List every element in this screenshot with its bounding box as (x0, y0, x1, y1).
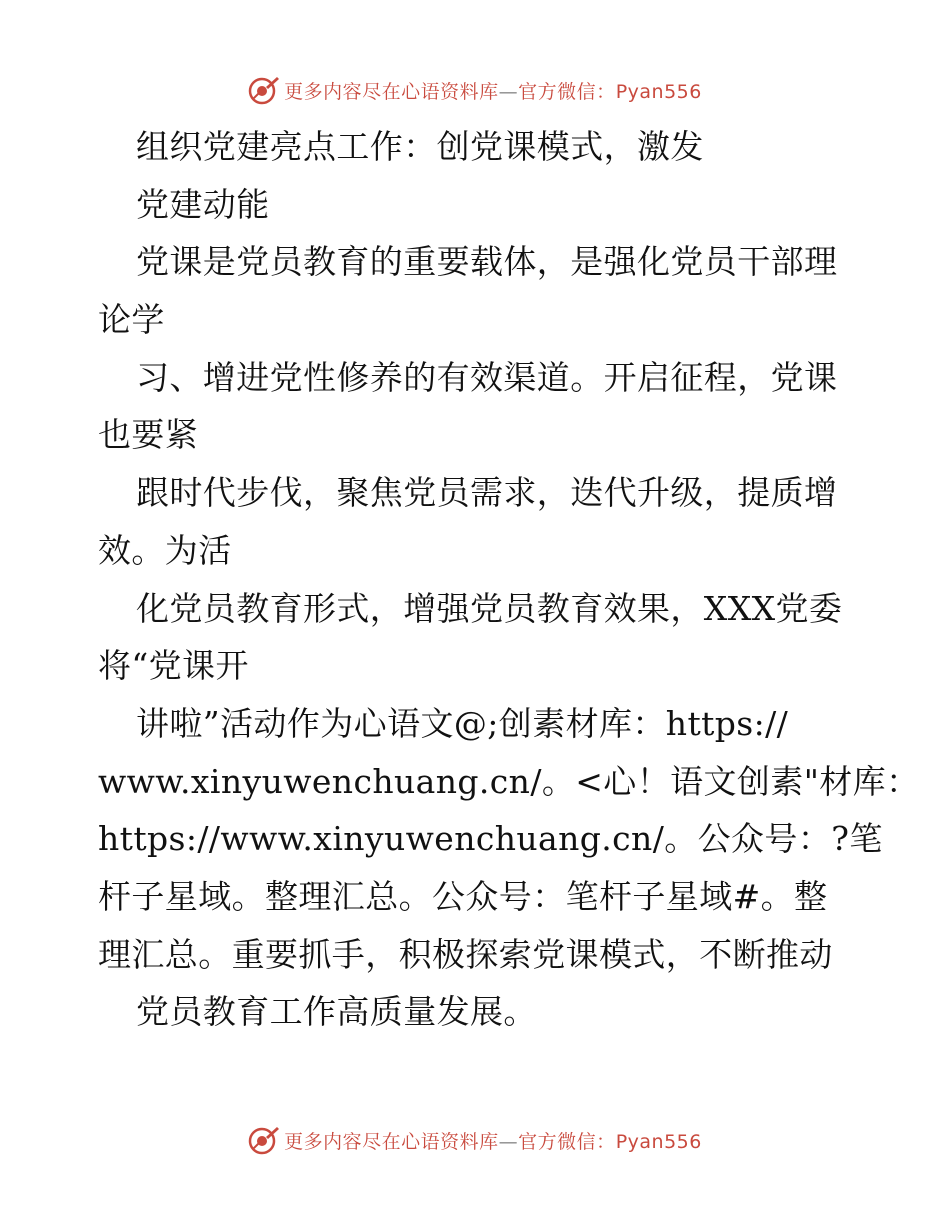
body-line: 党员教育工作高质量发展。 (136, 992, 537, 1032)
body-line: 跟时代步伐，聚焦党员需求，迭代升级，提质增 (136, 473, 838, 513)
pen-logo-icon (248, 74, 280, 106)
body-line: 论学 (98, 300, 165, 340)
body-line: 杆子星域。整理汇总。公众号：笔杆子星域#。整 (98, 876, 828, 916)
body-line: www.xinyuwenchuang.cn/。<心！语文创素"材库： (98, 761, 920, 801)
banner-wechat-text: 官方微信： (518, 1130, 616, 1153)
banner-wechat-id: Pyan556 (615, 80, 702, 103)
banner-wechat-text: 官方微信： (518, 80, 616, 103)
body-line: 效。为活 (98, 530, 232, 570)
banner-text (284, 1127, 702, 1154)
banner-dash: — (498, 1130, 519, 1153)
footer-banner (0, 1120, 950, 1160)
body-line: 党建动能 (136, 184, 270, 224)
body-line: https://www.xinyuwenchuang.cn/。公众号：?笔 (98, 819, 883, 859)
document-body (98, 118, 920, 1041)
banner-wechat-id: Pyan556 (615, 1130, 702, 1153)
body-line: 讲啦”活动作为心语文@;创素材库：https:// (136, 703, 789, 743)
body-line: 习、增进党性修养的有效渠道。开启征程，党课 (136, 357, 838, 397)
body-line: 组织党建亮点工作：创党课模式，激发 (136, 127, 704, 166)
header-banner (0, 70, 950, 110)
banner-site-text: 更多内容尽在心语资料库 (284, 1130, 499, 1153)
body-line: 理汇总。重要抓手，积极探索党课模式，不断推动 (98, 934, 833, 974)
body-line: 化党员教育形式，增强党员教育效果，XXX党委 (136, 588, 843, 628)
banner-site-text: 更多内容尽在心语资料库 (284, 80, 499, 103)
body-line: 将“党课开 (98, 646, 249, 686)
banner-text (284, 77, 702, 104)
pen-logo-icon (248, 1124, 280, 1156)
body-line: 也要紧 (98, 415, 199, 455)
body-line: 党课是党员教育的重要载体，是强化党员干部理 (136, 242, 838, 282)
banner-dash: — (498, 80, 519, 103)
